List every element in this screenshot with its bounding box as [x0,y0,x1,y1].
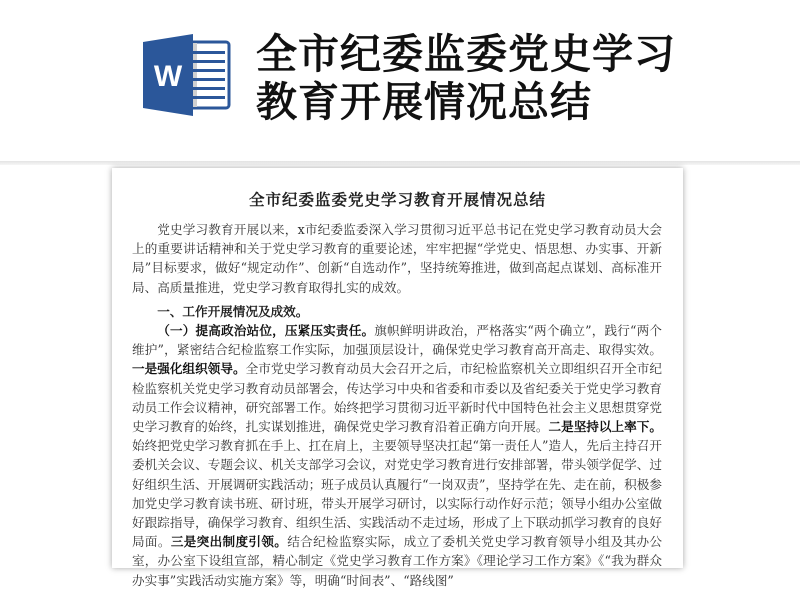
intro-paragraph: 党史学习教育开展以来，x市纪委监委深入学习贯彻习近平总书记在党史学习教育动员大会上的重要讲话精神和关于党史学习教育的重要论述，牢牢把握“学党史、悟思想、办实事、开新局”目标要求，做好“规定动作”、创新“自选动作”，坚持统筹推进，做到高起点谋划、高标准开局、高质量推进，党史学习教育取得扎实的成效。 [132,222,662,295]
body-paragraph [132,321,662,590]
document-body [132,220,662,590]
banner-header [0,0,800,162]
paragraph-text: 旗帜鲜明讲政治，严格落实“两个确立”，践行“两个维护”，紧密结合纪检监察工作实际，加强顶层设计，确保党史学习教育高开高走、取得实效。 [132,323,662,358]
paragraph-text: 全市党史学习教育动员大会召开之后，市纪检监察机关立即组织召开全市纪检监察机关党史学习教育动员部署会，传达学习中央和省委和市委以及省纪委关于党史学习教育动员工作会议精神，研究部署工作。始终把学习贯彻习近平新时代中国特色社会主义思想贯穿党史学习教育的始终，扎实谋划推进，确保党史学习教育沿着正确方向开展。 [132,361,663,435]
divider [0,161,800,165]
paragraph-text: 始终把党史学习教育抓在手上、扛在肩上，主要领导坚决扛起“第一责任人”造人，先后主持召开委机关会议、专题会议、机关支部学习会议，对党史学习教育进行安排部署，带头领学促学、过好组织生活、开展调研实践活动；班子成员认真履行“一岗双责”，坚持学在先、走在前，积极参加党史学习教育读书班、研讨班，带头开展学习研讨，以实际行动作好示范；领导小组办公室做好跟踪指导，确保学习教育、组织生活、实践活动不走过场，形成了上下联动抓学习教育的良好局面。 [132,438,662,550]
subheading: （一）提高政治站位，压紧压实责任。 [157,323,375,339]
section-heading: 一、工作开展情况及成效。 [157,303,309,319]
paragraph-text: 结合纪检监察实际，成立了委机关党史学习教育领导小组及其办公室，办公室下设组宣部，精心制定《党史学习教育工作方案》《理论学习工作方案》《“我为群众办实事”实践活动实施方案》等，明确“时间表”、“路线图” [132,534,663,588]
point-heading: 三是突出制度引领。 [170,534,288,550]
word-icon-letter: W [153,60,183,93]
microsoft-word-icon [143,34,231,116]
banner-title: 全市纪委监委党史学习教育开展情况总结 [256,30,676,126]
document-title: 全市纪委监委党史学习教育开展情况总结 [248,190,546,209]
point-heading: 二是坚持以上率下。 [548,419,663,435]
point-heading: 一是强化组织领导。 [132,361,246,377]
document-page [112,168,683,588]
